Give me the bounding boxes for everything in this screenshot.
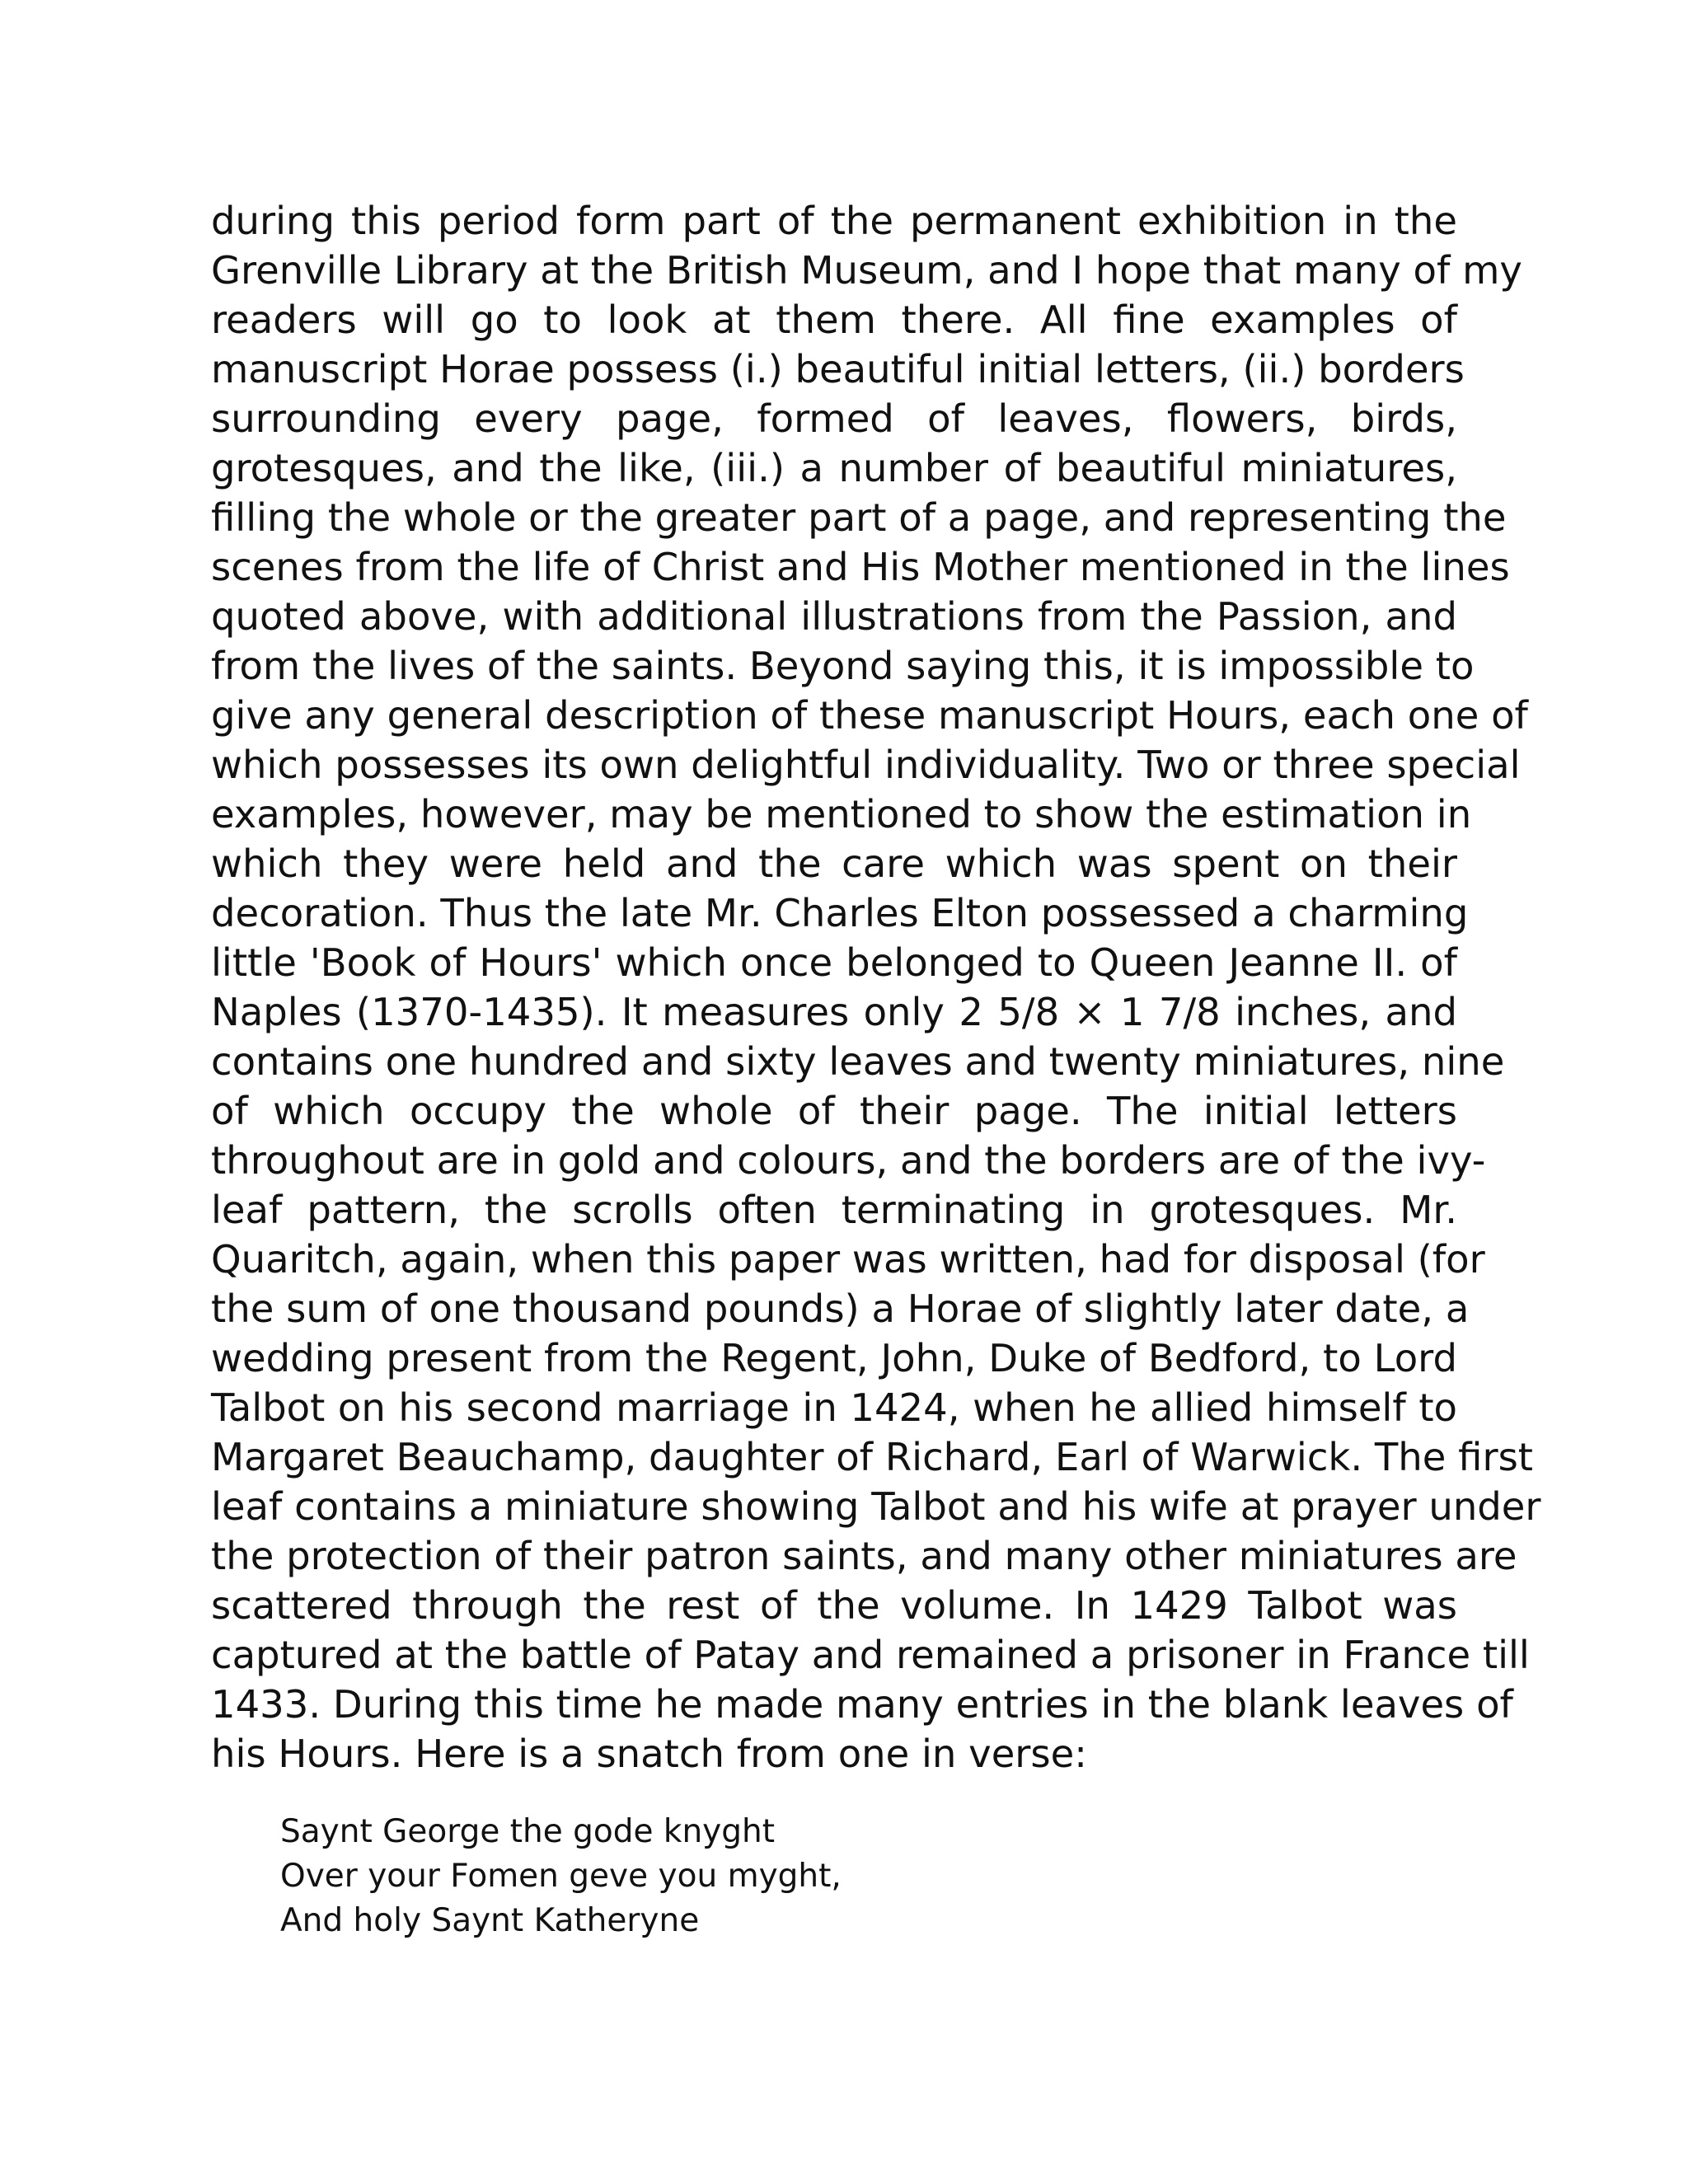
paragraph-line: captured at the battle of Patay and remained a prisoner in France till — [211, 1633, 1530, 1677]
paragraph-line: 1433. During this time he made many entries in the blank leaves of — [211, 1682, 1513, 1727]
paragraph-line: Grenville Library at the British Museum, and I hope that many of my — [211, 248, 1522, 293]
verse-quote — [280, 1810, 842, 1943]
paragraph-line: contains one hundred and sixty leaves and twenty miniatures, nine — [211, 1039, 1505, 1084]
paragraph-line: wedding present from the Regent, John, Duke of Bedford, to Lord — [211, 1336, 1457, 1380]
paragraph-line: leaf contains a miniature showing Talbot and his wife at prayer under — [211, 1484, 1541, 1529]
paragraph-line: grotesques, and the like, (iii.) a number of beautiful miniatures, — [211, 446, 1457, 490]
verse-line: And holy Saynt Katheryne — [280, 1902, 700, 1939]
paragraph-line: during this period form part of the permanent exhibition in the — [211, 199, 1457, 243]
paragraph-line: which possesses its own delightful individuality. Two or three special — [211, 743, 1521, 787]
paragraph-line: Naples (1370-1435). It measures only 2 5/8 × 1 7/8 inches, and — [211, 990, 1457, 1034]
paragraph-line: Margaret Beauchamp, daughter of Richard, Earl of Warwick. The first — [211, 1435, 1534, 1479]
verse-line: Saynt George the gode knyght — [280, 1813, 776, 1850]
paragraph-line: little 'Book of Hours' which once belonged to Queen Jeanne II. of — [211, 940, 1457, 985]
paragraph-line: from the lives of the saints. Beyond saying this, it is impossible to — [211, 644, 1475, 688]
paragraph-line: surrounding every page, formed of leaves, flowers, birds, — [211, 396, 1457, 441]
paragraph-line: of which occupy the whole of their page. The initial letters — [211, 1089, 1457, 1133]
paragraph-line: leaf pattern, the scrolls often terminating in grotesques. Mr. — [211, 1188, 1457, 1232]
paragraph-line: throughout are in gold and colours, and the borders are of the ivy- — [211, 1138, 1486, 1183]
paragraph-line: the protection of their patron saints, and many other miniatures are — [211, 1534, 1517, 1578]
paragraph-line: scattered through the rest of the volume. In 1429 Talbot was — [211, 1583, 1457, 1628]
paragraph-line: Quaritch, again, when this paper was written, had for disposal (for — [211, 1237, 1485, 1282]
paragraph-line: Talbot on his second marriage in 1424, when he allied himself to — [211, 1385, 1457, 1430]
verse-line: Over your Fomen geve you myght, — [280, 1858, 842, 1895]
paragraph-line: the sum of one thousand pounds) a Horae of slightly later date, a — [211, 1286, 1470, 1331]
paragraph-line: scenes from the life of Christ and His Mother mentioned in the lines — [211, 545, 1510, 589]
paragraph-line: manuscript Horae possess (i.) beautiful initial letters, (ii.) borders — [211, 347, 1465, 391]
body-paragraph — [211, 196, 1541, 1779]
paragraph-line: decoration. Thus the late Mr. Charles Elton possessed a charming — [211, 891, 1469, 935]
paragraph-line: readers will go to look at them there. All fine examples of — [211, 298, 1457, 342]
paragraph-line: his Hours. Here is a snatch from one in verse: — [211, 1732, 1087, 1776]
paragraph-line: give any general description of these manuscript Hours, each one of — [211, 693, 1528, 738]
paragraph-line: filling the whole or the greater part of a page, and representing the — [211, 495, 1507, 540]
paragraph-line: examples, however, may be mentioned to show the estimation in — [211, 792, 1472, 837]
paragraph-line: which they were held and the care which was spent on their — [211, 841, 1457, 886]
paragraph-line: quoted above, with additional illustrations from the Passion, and — [211, 594, 1457, 639]
